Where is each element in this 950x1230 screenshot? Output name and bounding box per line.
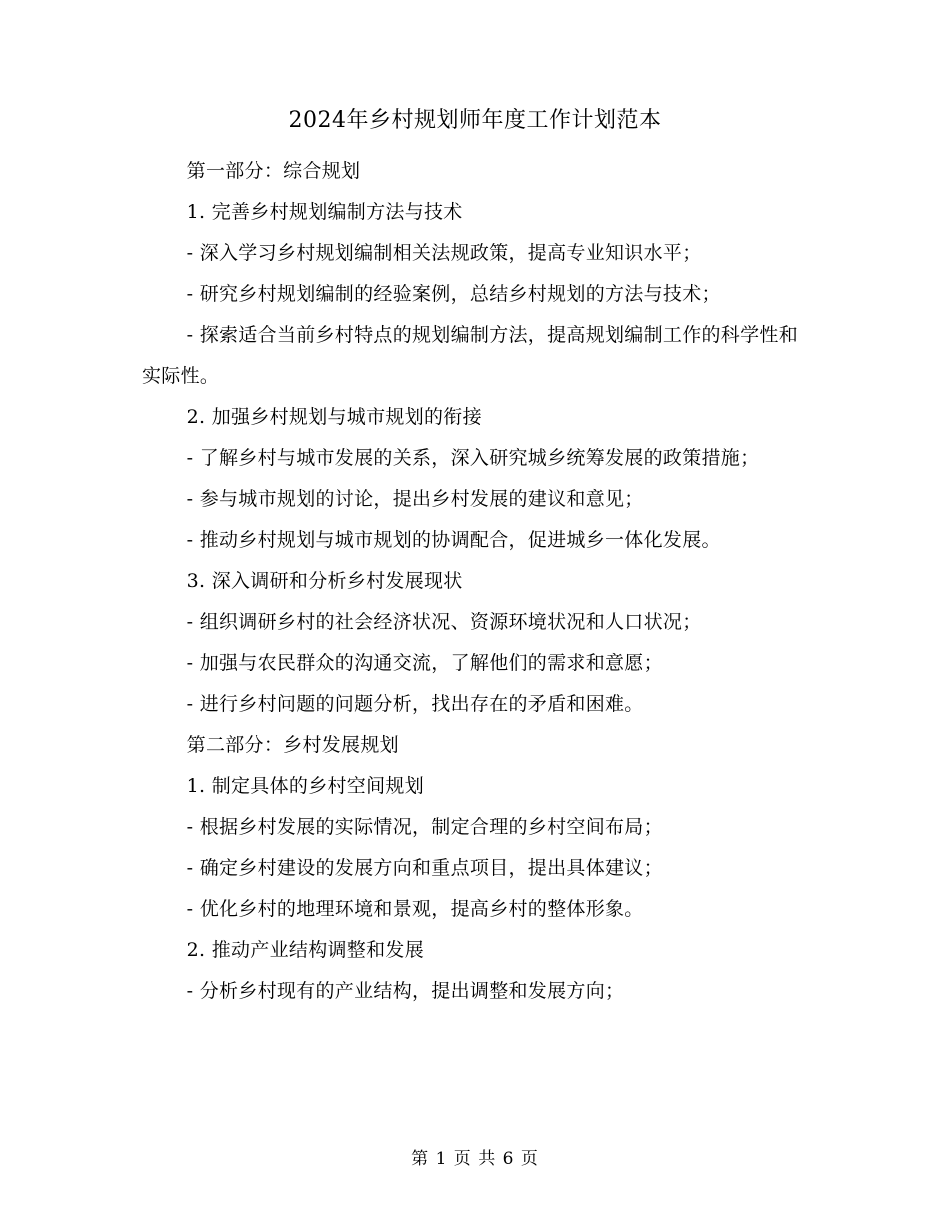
bullet-item: - 组织调研乡村的社会经济状况、资源环境状况和人口状况； — [186, 611, 702, 633]
bullet-item: - 加强与农民群众的沟通交流，了解他们的需求和意愿； — [186, 652, 663, 674]
numbered-item: 3. 深入调研和分析乡村发展现状 — [186, 570, 463, 592]
page-number: 第 1 页 共 6 页 — [411, 1149, 539, 1169]
bullet-item: - 研究乡村规划编制的经验案例，总结乡村规划的方法与技术； — [186, 283, 721, 305]
document-title: 2024年乡村规划师年度工作计划范本 — [288, 108, 662, 133]
numbered-item: 2. 加强乡村规划与城市规划的衔接 — [186, 406, 482, 428]
bullet-item: - 推动乡村规划与城市规划的协调配合，促进城乡一体化发展。 — [186, 529, 721, 551]
document-body — [142, 151, 802, 1012]
section-heading: 第一部分：综合规划 — [186, 160, 361, 182]
numbered-item: 2. 推动产业结构调整和发展 — [186, 939, 425, 961]
bullet-item: - 了解乡村与城市发展的关系，深入研究城乡统筹发展的政策措施； — [186, 447, 760, 469]
section-heading: 第二部分：乡村发展规划 — [186, 734, 399, 756]
numbered-item: 1. 制定具体的乡村空间规划 — [186, 775, 425, 797]
bullet-item: - 优化乡村的地理环境和景观，提高乡村的整体形象。 — [186, 898, 644, 920]
bullet-item: - 参与城市规划的讨论，提出乡村发展的建议和意见； — [186, 488, 644, 510]
bullet-item: - 确定乡村建设的发展方向和重点项目，提出具体建议； — [186, 857, 663, 879]
bullet-item: - 根据乡村发展的实际情况，制定合理的乡村空间布局； — [186, 816, 663, 838]
bullet-item: - 探索适合当前乡村特点的规划编制方法，提高规划编制工作的科学性和实际性。 — [142, 324, 799, 387]
bullet-item: - 分析乡村现有的产业结构，提出调整和发展方向； — [186, 980, 625, 1002]
bullet-item: - 深入学习乡村规划编制相关法规政策，提高专业知识水平； — [186, 242, 702, 264]
bullet-item: - 进行乡村问题的问题分析，找出存在的矛盾和困难。 — [186, 693, 644, 715]
numbered-item: 1. 完善乡村规划编制方法与技术 — [186, 201, 463, 223]
